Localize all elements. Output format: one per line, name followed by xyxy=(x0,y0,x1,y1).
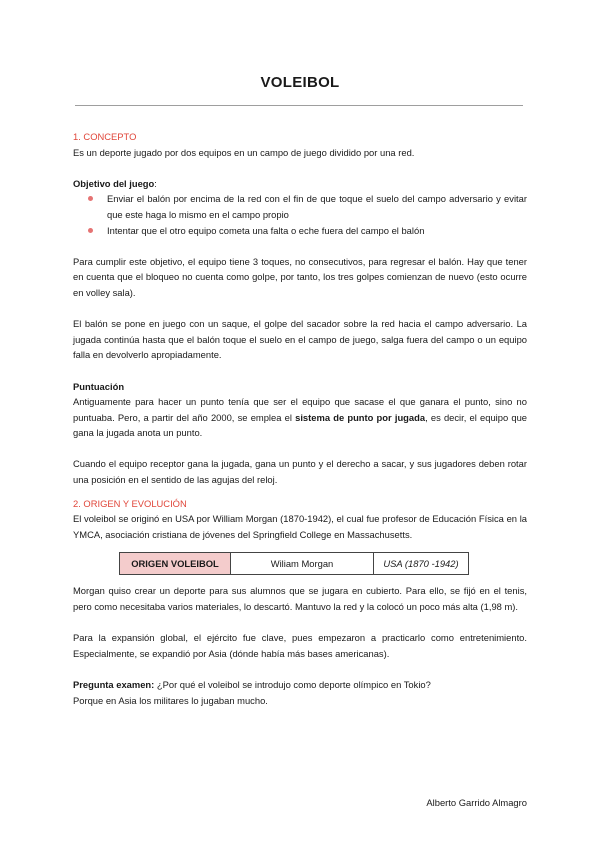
objective-colon: : xyxy=(154,177,157,189)
paragraph-expansion: Para la expansión global, el ejército fue clave, pues empezaron a practicarlo como entretenimiento. Especialmente, se expandió por Asia (dónde había más bases americanas). xyxy=(73,632,527,659)
list-item xyxy=(73,191,527,222)
list-item-text: Enviar el balón por encima de la red con el fin de que toque el suelo del campo adversario y evitar que este haga lo mismo en el campo propio xyxy=(107,193,527,220)
author-name: Alberto Garrido Almagro xyxy=(426,797,527,808)
exam-question-text: ¿Por qué el voleibol se introdujo como deporte olímpico en Tokio? xyxy=(154,679,431,690)
puntuacion-heading: Puntuación xyxy=(73,380,125,392)
puntuacion-text-2: , es decir, el equipo que gana la jugada anota un punto. xyxy=(73,411,527,439)
list-item xyxy=(73,223,527,239)
puntuacion-text-1: Antiguamente para hacer un punto tenía que ser el equipo que sacase el que ganara el punto, sino no puntuaba. Pero, a partir del año 2000, se emplea el xyxy=(73,396,527,423)
paragraph-saque: El balón se pone en juego con un saque, el golpe del sacador sobre la red hacia el campo adversario. La jugada continúa hasta que el balón toque el suelo en el campo de juego, salga fuera del campo o un equipo falla en devolverlo apropiadamente. xyxy=(73,318,527,361)
bullet-icon xyxy=(88,228,93,233)
table-row xyxy=(120,553,469,575)
exam-label: Pregunta examen: xyxy=(73,679,155,690)
objective-list xyxy=(73,191,527,238)
paragraph-toques: Para cumplir este objetivo, el equipo tiene 3 toques, no consecutivos, para regresar el balón. Hay que tener en cuenta que el bloqueo no cuenta como golpe, por tanto, los tres golpes comienzan de nuevo (esto ocurre en volley sala). xyxy=(73,255,527,298)
table-header-cell: ORIGEN VOLEIBOL xyxy=(120,553,231,575)
puntuacion-bold: sistema de punto por jugada xyxy=(295,411,426,423)
paragraph-receptor: Cuando el equipo receptor gana la jugada, gana un punto y el derecho a sacar, y sus jugadores deben rotar una posición en el sentido de las agujas del reloj. xyxy=(73,458,527,486)
section-heading-concepto: 1. CONCEPTO xyxy=(73,131,137,142)
objective-heading xyxy=(73,176,527,192)
exam-question xyxy=(73,677,527,693)
exam-answer: Porque en Asia los militares lo jugaban mucho. xyxy=(73,694,268,706)
document-body xyxy=(73,129,527,708)
origen-intro: El voleibol se originó en USA por William Morgan (1870-1942), el cual fue profesor de Educación Física en la YMCA, asociación cristiana de jóvenes del Springfield College en Massachusetts. xyxy=(73,513,527,540)
table-dates-cell: USA (1870 -1942) xyxy=(374,553,469,575)
title-divider xyxy=(75,105,523,106)
list-item-text: Intentar que el otro equipo cometa una falta o eche fuera del campo el balón xyxy=(107,224,425,236)
table-name-cell: Wiliam Morgan xyxy=(231,553,374,575)
section-heading-origen: 2. ORIGEN Y EVOLUCIÓN xyxy=(73,497,187,509)
bullet-icon xyxy=(88,196,93,201)
paragraph-puntuacion xyxy=(73,394,527,441)
page-title: VOLEIBOL xyxy=(260,74,340,91)
objective-label: Objetivo del juego xyxy=(73,177,155,189)
origin-table xyxy=(119,552,469,575)
paragraph-morgan: Morgan quiso crear un deporte para sus alumnos que se jugara en cubierto. Para ello, se fijó en el tenis, pero como necesitaba varios materiales, lo descartó. Mantuvo la red y la colocó un poco más alta (1,98 m). xyxy=(73,585,527,613)
concepto-intro: Es un deporte jugado por dos equipos en un campo de juego dividido por una red. xyxy=(73,146,415,158)
